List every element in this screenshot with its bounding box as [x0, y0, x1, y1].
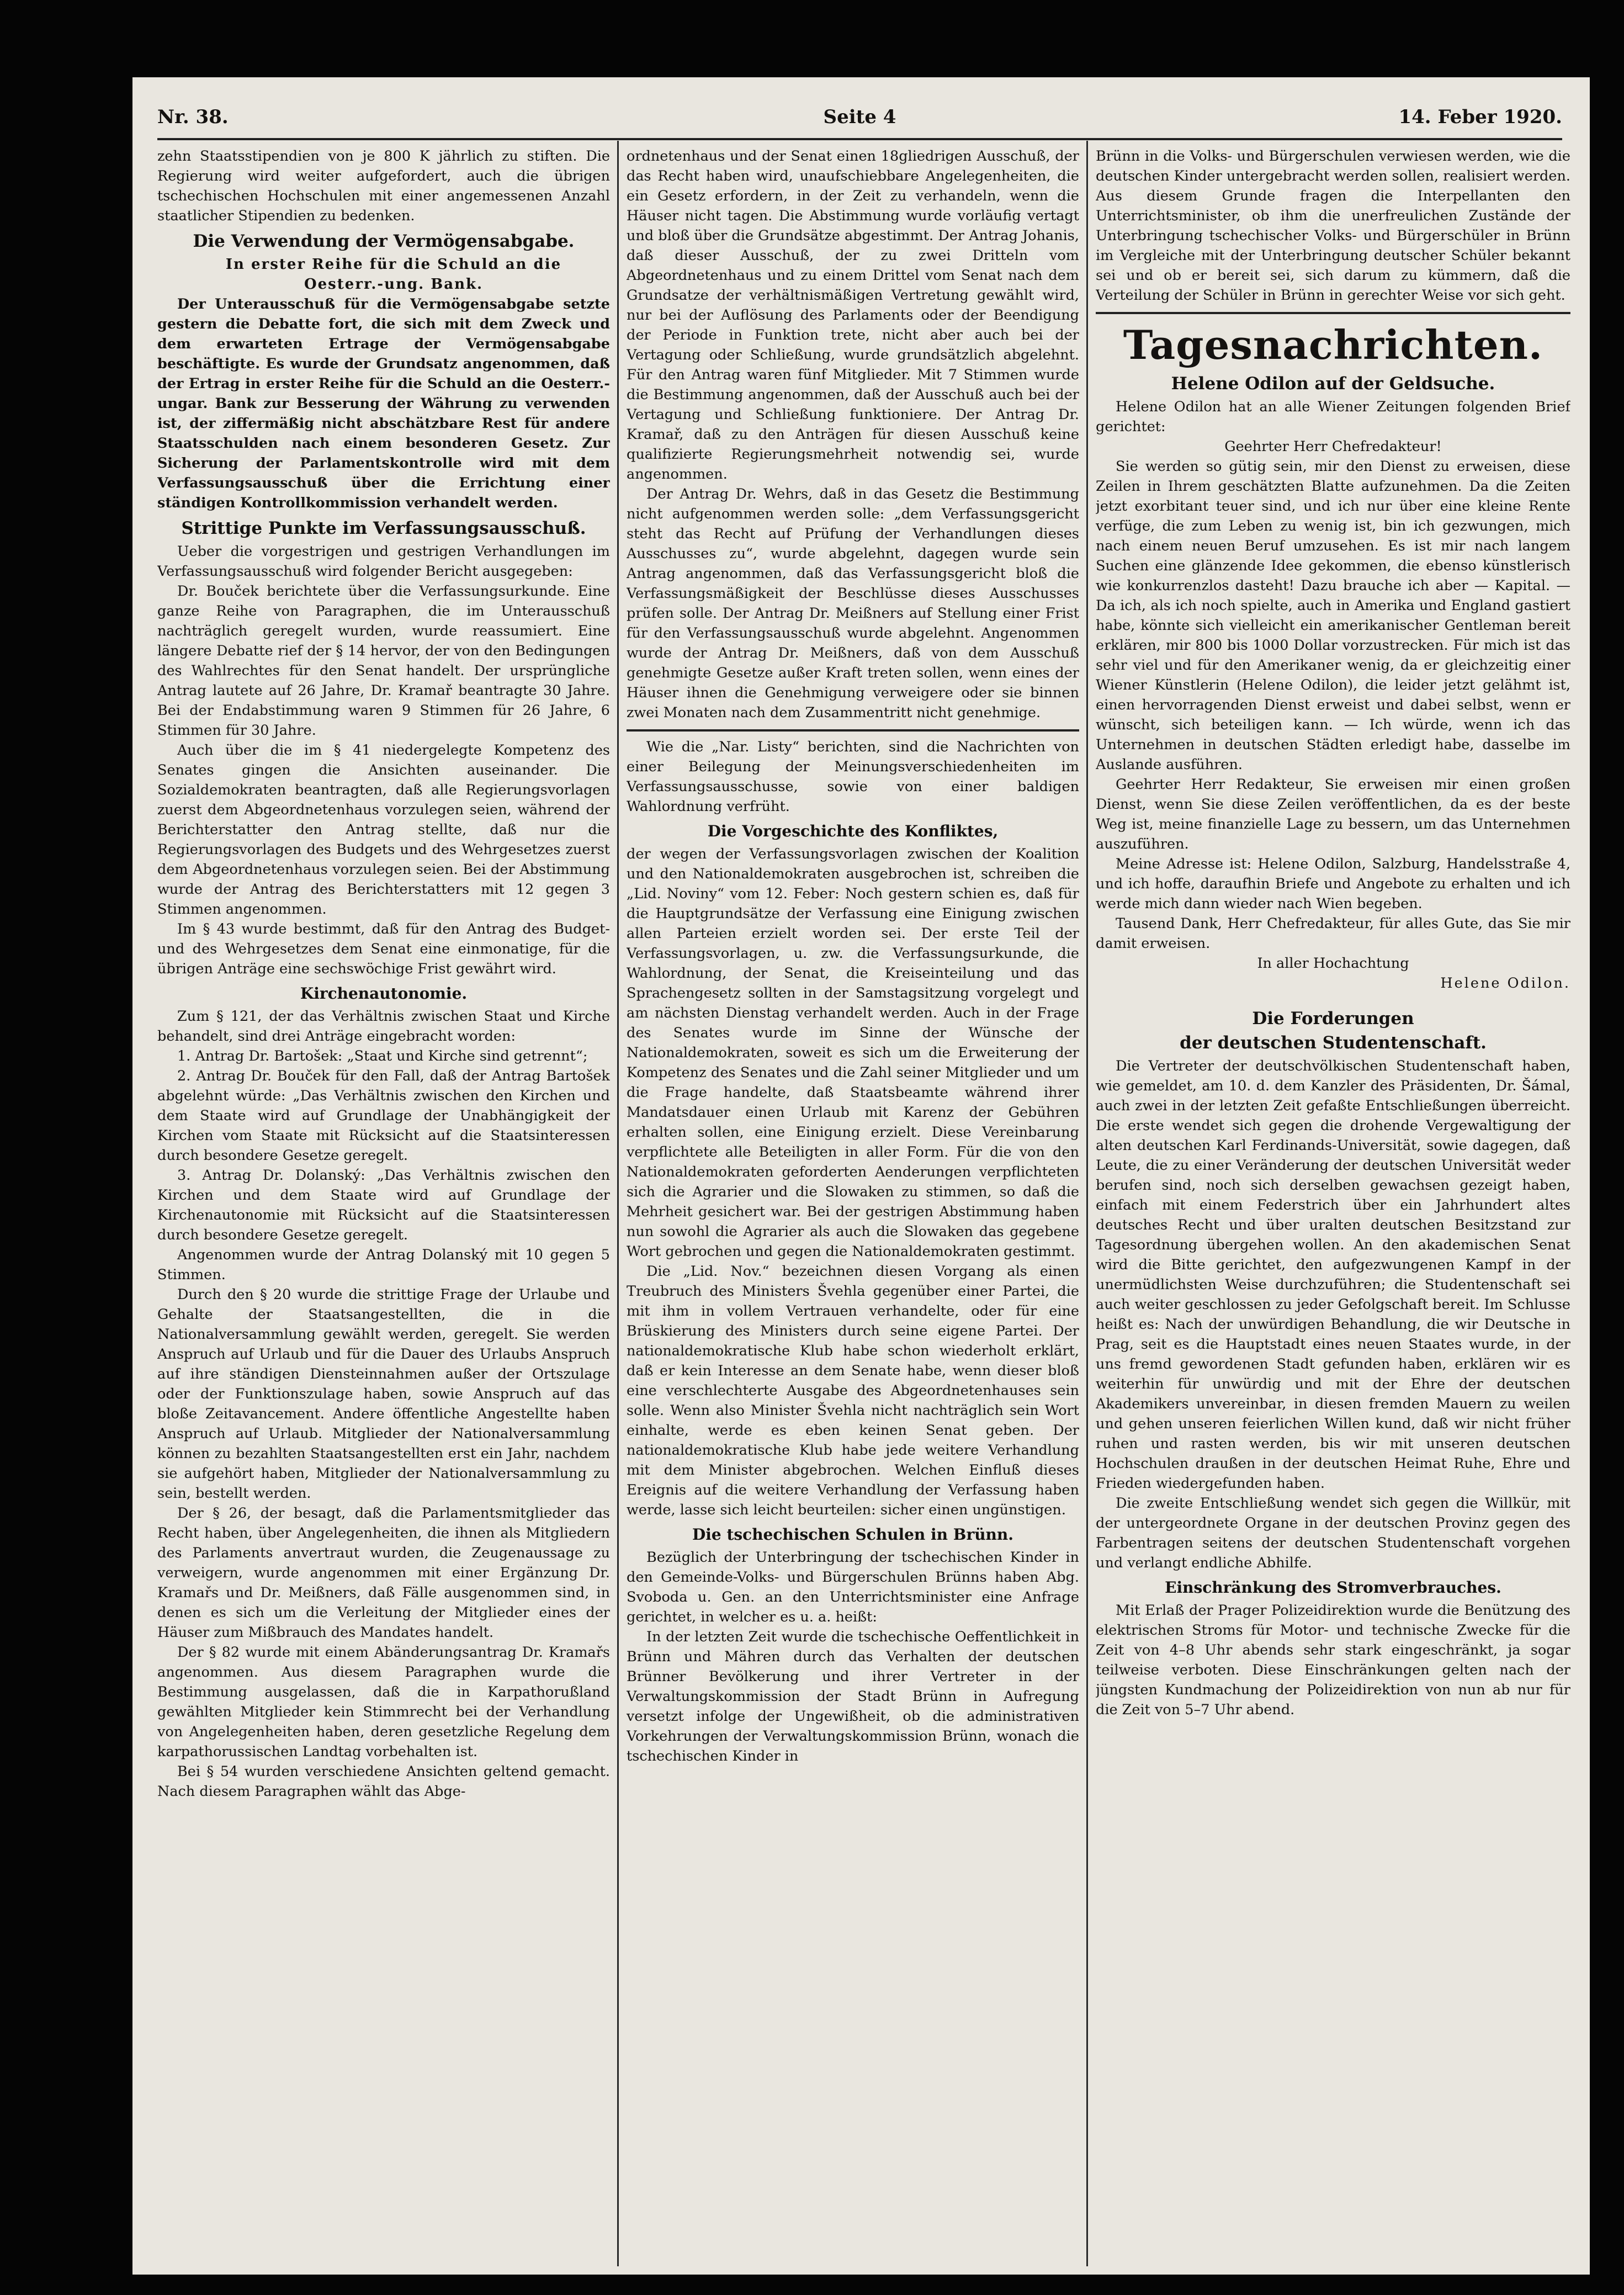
- paragraph: der wegen der Verfassungsvorlagen zwischen der Koalition und den Nationaldemokraten ausgebrochen ist, schreiben die „Lid. Noviny“ vom 12. Feber: Noch gestern schien es, daß für die Hauptgrundsätze der Verfassung eine Einigung zwischen allen Parteien erzielt worden sei. Der erste Teil der Verfassungsvorlagen, u. zw. die Verfassungsurkunde, die Wahlordnung, der Senat, die Kreiseinteilung und das Sprachengesetz sollten in der Samstagsitzung vorgelegt und am nächsten Dienstag verhandelt werden. Auch in der Frage des Senates wurde im Sinne der Wünsche der Nationaldemokraten, soweit es sich um die Erweiterung der Kompetenz des Senates und die Zahl seiner Mitglieder und um die Frage handelte, daß Staatsbeamte während ihrer Mandatsdauer einen Urlaub mit Karenz der Gebühren erhalten sollen, eine Einigung erzielt. Diese Vereinbarung verpflichtete alle Beteiligten in aller Form. Für die von den Nationaldemokraten geforderten Aenderungen verpflichteten sich die Agrarier und die Slowaken zu stimmen, so daß die Mehrheit gesichert war. Bei der gestrigen Abstimmung haben nun sowohl die Agrarier als auch die Slowaken das gegebene Wort gebrochen und gegen die Nationaldemokraten gestimmt.: [627, 846, 1079, 1260]
- paragraph: Der § 82 wurde mit einem Abänderungsantrag Dr. Kramařs angenommen. Aus diesem Paragraphen wurde die Bestimmung ausgelassen, daß die in Karpathorußland gewählten Mitglieder kein Stimmrecht bei der Verhandlung von Angelegenheiten haben, deren gesetzliche Regelung dem karpathorussischen Landtag vorbehalten ist.: [157, 1644, 610, 1760]
- paragraph: 3. Antrag Dr. Dolanský: „Das Verhältnis zwischen den Kirchen und dem Staate wird auf Grundlage der Kirchenautonomie mit Rücksicht auf die Staatsinteressen durch besondere Gesetze geregelt.: [157, 1167, 610, 1243]
- article-headline: Die Vorgeschichte des Konfliktes,: [707, 822, 999, 840]
- issue-date: 14. Feber 1920.: [1398, 106, 1562, 128]
- paragraph: Die zweite Entschließung wendet sich gegen die Willkür, mit der untergeordnete Organe in der deutschen Provinz gegen des Farbentragen seitens der deutschen Studentenschaft vorgehen und verlangt endliche Abhilfe.: [1096, 1495, 1570, 1571]
- column-2: [627, 146, 1079, 2261]
- paragraph: Der § 26, der besagt, daß die Parlamentsmitglieder das Recht haben, über Angelegenheiten, die ihnen als Mitgliedern des Parlaments anvertraut wurden, die Zeugenaussage zu verweigern, wurde angenommen mit einer Ergänzung Dr. Kramařs und Dr. Meißners, daß Fälle ausgenommen sind, in denen es sich um die Verleitung der Mitglieder eines der Häuser zum Mißbrauch des Mandates handelt.: [157, 1505, 610, 1641]
- paragraph: Durch den § 20 wurde die strittige Frage der Urlaube und Gehalte der Staatsangestellten, die in die Nationalversammlung gewählt werden, geregelt. Sie werden Anspruch auf Urlaub und für die Dauer des Urlaubs Anspruch auf ihre ständigen Diensteinnahmen außer der Ortszulage oder der Funktionszulage haben, sowie Anspruch auf das bloße Zeitavancement. Andere öffentliche Angestellte haben Anspruch auf Urlaub. Mitglieder der Nationalversammlung können zu bezahlten Staatsangestellten erst ein Jahr, nachdem sie aufgehört haben, Mitglieder der Nationalversammlung zu sein, bestellt werden.: [157, 1286, 610, 1502]
- paragraph: ordnetenhaus und der Senat einen 18gliedrigen Ausschuß, der das Recht haben wird, unaufschiebbare Angelegenheiten, die ein Gesetz erfordern, in der Zeit zu verhandeln, wenn die Häuser nicht tagen. Die Abstimmung wurde vorläufig vertagt und bloß über die Grundsätze abgestimmt. Der Antrag Johanis, daß dieser Ausschuß, der zu zwei Dritteln vom Abgeordnetenhaus und zu einem Drittel vom Senat nach dem Grundsatze der verhältnismäßigen Vertretung gewählt wird, nur bei der Auflösung des Parlaments oder der Beendigung der Periode in Funktion trete, nicht aber auch bei der Vertagung oder Schließung, wurde grundsätzlich abgelehnt. Für den Antrag waren fünf Mitglieder. Mit 7 Stimmen wurde die Bestimmung angenommen, daß der Ausschuß auch bei der Vertagung und Schließung funktioniere. Der Antrag Dr. Kramař, daß zu den Anträgen für diesen Ausschuß keine qualifizierte Regierungsmehrheit notwendig sei, wurde angenommen.: [627, 148, 1079, 483]
- article-headline: Einschränkung des Stromverbrauches.: [1165, 1578, 1501, 1597]
- paragraph: Brünn in die Volks- und Bürgerschulen verwiesen werden, wie die deutschen Kinder untergebracht werden sollen, realisiert werden. Aus diesem Grunde fragen die Interpellanten den Unterrichtsminister, ob ihm die unerfreulichen Zustände der Unterbringung tschechischer Volks- und Bürgerschüler in Brünn im Vergleiche mit der Unterbringung deutscher Schüler bekannt sei und ob er bereit sei, sich darum zu kümmern, daß die Verteilung der Schüler in Brünn in gerechter Weise vor sich geht.: [1096, 148, 1570, 304]
- article-headline: Die Verwendung der Vermögensabgabe.: [193, 231, 575, 251]
- column-divider: [1086, 141, 1088, 2266]
- paragraph: Die „Lid. Nov.“ bezeichnen diesen Vorgang als einen Treubruch des Ministers Švehla gegenüber einer Partei, die mit ihm in vollem Vertrauen verhandelte, oder für eine Brüskierung des Ministers durch seine eigene Partei. Der nationaldemokratische Klub habe schon wiederholt erklärt, daß er kein Interesse an dem Senate habe, wenn dieser bloß eine verschlechterte Ausgabe des Abgeordnetenhauses sein solle. Wenn also Minister Švehla nicht nachträglich sein Wort einhalte, werde es eben keinen Senat geben. Der nationaldemokratische Klub habe jede weitere Verhandlung mit dem Minister abgebrochen. Welchen Einfluß dieses Ereignis auf die weitere Verhandlung der Verfassung haben werde, lasse sich leicht beurteilen: sicher einen ungünstigen.: [627, 1263, 1079, 1518]
- section-rule: [627, 729, 1079, 732]
- article-headline: Die Forderungen: [1252, 1009, 1414, 1029]
- page-header: [157, 99, 1562, 135]
- letter-salutation: Geehrter Herr Chefredakteur!: [1224, 438, 1442, 455]
- paragraph: Geehrter Herr Redakteur, Sie erweisen mir einen großen Dienst, wenn Sie diese Zeilen veröffentlichen, da es der beste Weg ist, meine finanzielle Lage zu bessern, um das Unternehmen auszuführen.: [1096, 776, 1570, 852]
- paragraph: Meine Adresse ist: Helene Odilon, Salzburg, Handelsstraße 4, und ich hoffe, daraufhin Briefe und Angebote zu erhalten und ich werde mich dann wieder nach Wien begeben.: [1096, 856, 1570, 912]
- paragraph: Auch über die im § 41 niedergelegte Kompetenz des Senates gingen die Ansichten auseinander. Die Sozialdemokraten beantragten, daß alle Regierungsvorlagen zuerst dem Abgeordnetenhaus vorzulegen seien, während der Berichterstatter den Antrag stellte, daß nur die Regierungsvorlagen des Budgets und des Wehrgesetzes zuerst dem Abgeordnetenhaus vorzulegen seien. Bei der Abstimmung wurde der Antrag des Berichterstatters mit 12 gegen 3 Stimmen angenommen.: [157, 742, 610, 918]
- paragraph: Bei § 54 wurden verschiedene Ansichten geltend gemacht. Nach diesem Paragraphen wählt das Abge-: [157, 1763, 610, 1800]
- paragraph: Helene Odilon hat an alle Wiener Zeitungen folgenden Brief gerichtet:: [1096, 399, 1570, 435]
- paragraph: zehn Staatsstipendien von je 800 K jährlich zu stiften. Die Regierung wird weiter aufgefordert, auch die übrigen tschechischen Hochschulen mit einer angemessenen Anzahl staatlicher Stipendien zu bedenken.: [157, 148, 610, 224]
- page-number: Seite 4: [823, 106, 896, 128]
- paragraph: Im § 43 wurde bestimmt, daß für den Antrag des Budget- und des Wehrgesetzes dem Senat eine einmonatige, für die übrigen Anträge eine sechswöchige Frist gewährt wird.: [157, 921, 610, 977]
- paragraph: 2. Antrag Dr. Bouček für den Fall, daß der Antrag Bartošek abgelehnt würde: „Das Verhältnis zwischen den Kirchen und dem Staate wird auf Grundlage der Unabhängigkeit der Kirchen vom Staate mit Rücksicht auf die Staatsinteressen durch besondere Gesetze geregelt.: [157, 1068, 610, 1164]
- column-1: [157, 146, 610, 2261]
- section-headline: Kirchenautonomie.: [300, 984, 468, 1003]
- article-subheadline: Oesterr.-ung. Bank.: [304, 276, 484, 293]
- paragraph: Bezüglich der Unterbringung der tschechischen Kinder in den Gemeinde-Volks- und Bürgerschulen Brünns haben Abg. Svoboda u. Gen. an den Unterrichtsminister eine Anfrage gerichtet, in welcher es u. a. heißt:: [627, 1549, 1079, 1625]
- letter-closing: In aller Hochachtung: [1257, 955, 1409, 972]
- issue-number: Nr. 38.: [157, 106, 229, 128]
- article-headline: Helene Odilon auf der Geldsuche.: [1171, 374, 1495, 394]
- paragraph: Mit Erlaß der Prager Polizeidirektion wurde die Benützung des elektrischen Stroms für Motor- und technische Zwecke für die Zeit von 4–8 Uhr abends sehr stark eingeschränkt, ja sogar teilweise verboten. Diese Einschränkungen gelten nach der jüngsten Kundmachung der Polizeidirektion von nun ab nur für die Zeit von 5–7 Uhr abend.: [1096, 1602, 1570, 1718]
- section-masthead: Tagesnachrichten.: [1123, 321, 1543, 368]
- paragraph: Wie die „Nar. Listy“ berichten, sind die Nachrichten von einer Beilegung der Meinungsverschiedenheiten im Verfassungsausschusse, sowie von einer baldigen Wahlordnung verfrüht.: [627, 739, 1079, 815]
- article-headline: der deutschen Studentenschaft.: [1180, 1033, 1487, 1053]
- paragraph: Der Antrag Dr. Wehrs, daß in das Gesetz die Bestimmung nicht aufgenommen werden solle: „dem Verfassungsgericht steht das Recht auf Prüfung der Verhandlungen dieses Ausschusses zu“, wurde abgelehnt, dagegen wurde sein Antrag angenommen, daß das Verfassungsgericht bloß die Verfassungsmäßigkeit der Beschlüsse dieses Ausschusses prüfen solle. Der Antrag Dr. Meißners auf Stellung einer Frist für den Verfassungsausschuß wurde abgelehnt. Angenommen wurde der Antrag Dr. Meißners, daß von dem Ausschuß genehmigte Gesetze außer Kraft treten sollen, wenn eines der Häuser ihnen die Genehmigung verweigere oder sie binnen zwei Monaten nach dem Zusammentritt nicht genehmige.: [627, 486, 1079, 721]
- header-rule: [157, 138, 1562, 140]
- newspaper-page: [132, 77, 1590, 2275]
- section-rule: [1096, 312, 1570, 314]
- paragraph: Angenommen wurde der Antrag Dolanský mit 10 gegen 5 Stimmen.: [157, 1247, 610, 1283]
- paragraph: Ueber die vorgestrigen und gestrigen Verhandlungen im Verfassungsausschuß wird folgender Bericht ausgegeben:: [157, 543, 610, 580]
- column-divider: [617, 141, 619, 2266]
- article-subheadline: In erster Reihe für die Schuld an die: [225, 256, 562, 273]
- paragraph: Tausend Dank, Herr Chefredakteur, für alles Gute, das Sie mir damit erweisen.: [1096, 915, 1570, 952]
- paragraph: Die Vertreter der deutschvölkischen Studentenschaft haben, wie gemeldet, am 10. d. dem Kanzler des Präsidenten, Dr. Šámal, auch zwei in der letzten Zeit gefaßte Entschließungen überreicht. Die erste wendet sich gegen die drohende Vergewaltigung der alten deutschen Karl Ferdinands-Universität, sowie dagegen, daß Leute, die zu einer Veränderung der deutschen Universität weder berufen sind, noch sich derselben gewachsen gezeigt haben, einfach mit einem Federstrich über ein Jahrhundert altes deutsches Recht und über uralten deutschen Besitzstand zur Tagesordnung übergehen wollen. An den akademischen Senat wird die Bitte gerichtet, den aufgezwungenen Kampf in der unermüdlichsten Weise durchzuführen; die Studentenschaft sei auch weiter geschlossen zu jeder Gefolgschaft bereit. Im Schlusse heißt es: Nach der unwürdigen Behandlung, die wir Deutsche in Prag, seit es die Hauptstadt eines neuen Staates wurde, in der uns fremd gewordenen Stadt gefunden haben, erklären wir es weiterhin für unwürdig und mit der Ehre der deutschen Akademikers unvereinbar, in diesen fremden Mauern zu weilen und gehen unseren feierlichen Willen kund, daß wir nicht früher ruhen und rasten werden, bis wir mit unseren deutschen Hochschulen draußen in der deutschen Heimat Ruhe, Ehre und Frieden wiedergefunden haben.: [1096, 1058, 1570, 1492]
- letter-signature: Helene Odilon.: [1440, 975, 1570, 992]
- article-headline: Die tschechischen Schulen in Brünn.: [692, 1525, 1014, 1544]
- paragraph: Sie werden so gütig sein, mir den Dienst zu erweisen, diese Zeilen in Ihrem geschätzten Blatte aufzunehmen. Da die Zeiten jetzt exorbitant teuer sind, und ich nur über eine kleine Rente verfüge, die zum Leben zu wenig ist, bin ich gezwungen, mich nach einem neuen Beruf umzusehen. Es ist mir nach langem Suchen eine glänzende Idee gekommen, die ebenso künstlerisch wie konkurrenzlos dasteht! Dazu brauche ich aber — Kapital. — Da ich, als ich noch spielte, auch in Amerika und England gastiert habe, könnte sich vielleicht ein amerikanischer Gentleman bereit erklären, mir 800 bis 1000 Dollar vorzustrecken. Für mich ist das sehr viel und für den Amerikaner wenig, da er gleichzeitig einer Wiener Künstlerin (Helene Odilon), die leider jetzt gelähmt ist, einen hervorragenden Dienst erweist und dabei selbst, wenn er wünscht, sich beteiligen kann. — Ich würde, wenn ich das Unternehmen in deutschen Städten erledigt habe, dasselbe im Auslande ausführen.: [1096, 458, 1570, 773]
- article-headline: Strittige Punkte im Verfassungsausschuß.: [181, 518, 586, 538]
- column-3: [1096, 146, 1570, 2261]
- paragraph: Dr. Bouček berichtete über die Verfassungsurkunde. Eine ganze Reihe von Paragraphen, die im Unterausschuß nachträglich geregelt wurden, wurde reassumiert. Eine längere Debatte rief der § 14 hervor, der von den Bedingungen des Wahlrechtes für den Senat handelt. Der ursprüngliche Antrag lautete auf 26 Jahre, Dr. Kramař beantragte 30 Jahre. Bei der Endabstimmung waren 9 Stimmen für 26 Jahre, 6 Stimmen für 30 Jahre.: [157, 583, 610, 739]
- paragraph: In der letzten Zeit wurde die tschechische Oeffentlichkeit in Brünn und Mähren durch das Verhalten der deutschen Brünner Bevölkerung und ihrer Vertreter in der Verwaltungskommission der Stadt Brünn in Aufregung versetzt infolge der Ungewißheit, ob die administrativen Vorkehrungen der Verwaltungskommission Brünn, wonach die tschechischen Kinder in: [627, 1629, 1079, 1764]
- paragraph: Zum § 121, der das Verhältnis zwischen Staat und Kirche behandelt, sind drei Anträge eingebracht worden:: [157, 1008, 610, 1045]
- paragraph: 1. Antrag Dr. Bartošek: „Staat und Kirche sind getrennt“;: [177, 1048, 588, 1064]
- paragraph: Der Unterausschuß für die Vermögensabgabe setzte gestern die Debatte fort, die sich mit dem Zweck und dem erwarteten Ertrage der Vermögensabgabe beschäftigte. Es wurde der Grundsatz angenommen, daß der Ertrag in erster Reihe für die Schuld an die Oesterr.-ungar. Bank zur Besserung der Währung zu verwenden ist, der ziffermäßig nicht abschätzbare Rest für andere Staatsschulden nach einem besonderen Gesetz. Zur Sicherung der Parlamentskontrolle wird mit dem Verfassungsausschuß über die Errichtung einer ständigen Kontrollkommission verhandelt werden.: [157, 296, 610, 511]
